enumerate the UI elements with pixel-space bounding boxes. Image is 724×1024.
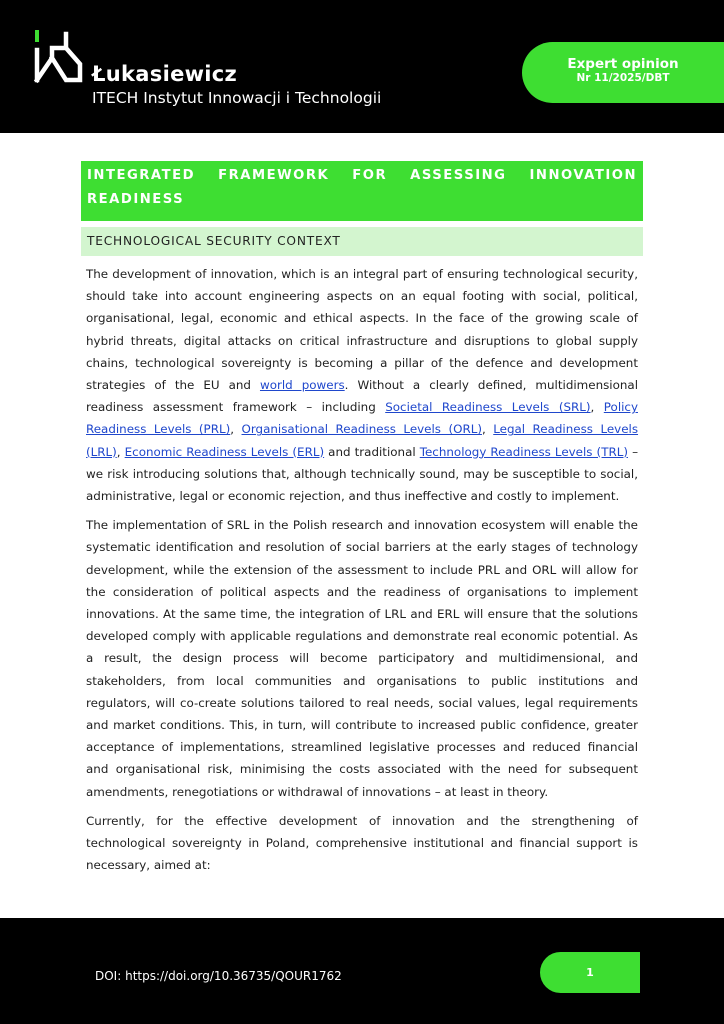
page-header bbox=[0, 0, 724, 133]
paragraph-text: – we risk introducing solutions that, although technically sound, may be susceptible to social, administrative, legal or economic rejection, and thus ineffective and costly to implement. bbox=[86, 444, 639, 504]
paragraph-text: . Without a clearly defined, multidimensional readiness assessment framework – including bbox=[86, 378, 639, 415]
paragraph-2: The implementation of SRL in the Polish research and innovation ecosystem will enable the systematic identification and resolution of social barriers at the early stages of technology development, while the extension of the assessment to include PRL and ORL will allow for the consideration of political aspects and the readiness of organisations to implement innovations. At the same time, the integration of LRL and ERL will ensure that the solutions developed comply with applicable regulations and demonstrate real economic potential. As a result, the design process will become participatory and multidimensional, and stakeholders, from local communities and organisations to public institutions and regulators, will co-create solutions tailored to real needs, social values, legal requirements and market conditions. This, in turn, will contribute to increased public confidence, greater acceptance of implementations, streamlined legislative processes and reduced financial and organisational risk, minimising the costs associated with the need for subsequent amendments, renegotiations or withdrawal of innovations – at least in theory. bbox=[86, 518, 638, 799]
title-line-2: READINESS bbox=[87, 192, 185, 207]
opinion-title: Expert opinion bbox=[567, 56, 679, 72]
orl-link[interactable]: Organisational Readiness Levels (ORL) bbox=[241, 422, 482, 437]
lukasiewicz-logo-icon bbox=[32, 28, 84, 88]
lrl-link[interactable]: Legal Readiness Levels (LRL) bbox=[86, 422, 639, 459]
paragraph-text: , bbox=[590, 400, 604, 415]
document-body bbox=[81, 161, 643, 876]
opinion-number: Nr 11/2025/DBT bbox=[576, 72, 670, 84]
brand-name: Łukasiewicz bbox=[92, 62, 238, 86]
prl-link[interactable]: Policy Readiness Levels (PRL) bbox=[86, 400, 638, 437]
paragraph-text: , bbox=[230, 422, 242, 437]
page-footer bbox=[0, 918, 724, 1024]
srl-link[interactable]: Societal Readiness Levels (SRL) bbox=[385, 400, 591, 415]
doi-text: DOI: https://doi.org/10.36735/QOUR1762 bbox=[95, 969, 342, 983]
expert-opinion-badge bbox=[522, 42, 724, 103]
institute-name: ITECH Instytut Innowacji i Technologii bbox=[92, 89, 382, 107]
paragraph-text: and traditional bbox=[324, 444, 420, 459]
paragraph-1 bbox=[81, 263, 643, 507]
erl-link[interactable]: Economic Readiness Levels (ERL) bbox=[124, 444, 325, 459]
paragraph-text: The development of innovation, which is an integral part of ensuring technological security, should take into account engineering aspects on an equal footing with social, political, organisational, legal, economic and ethical aspects. In the face of the growing scale of hybrid threats, digital attacks on critical infrastructure and disruptions to global supply chains, technological sovereignty is becoming a pillar of the defence and development strategies of the EU and bbox=[86, 267, 638, 393]
page-number: 1 bbox=[540, 952, 640, 993]
paragraph-3: Currently, for the effective development of innovation and the strengthening of technological sovereignty in Poland, comprehensive institutional and financial support is necessary, aimed at: bbox=[86, 813, 638, 873]
section-heading: TECHNOLOGICAL SECURITY CONTEXT bbox=[81, 227, 643, 256]
title-line-1: INTEGRATED FRAMEWORK FOR ASSESSING INNOVATION bbox=[87, 168, 637, 183]
document-title bbox=[81, 161, 643, 221]
trl-link[interactable]: Technology Readiness Levels (TRL) bbox=[419, 444, 628, 459]
paragraph-text: , bbox=[116, 444, 125, 459]
world-powers-link[interactable]: world powers bbox=[259, 378, 345, 393]
paragraph-text: , bbox=[481, 422, 494, 437]
